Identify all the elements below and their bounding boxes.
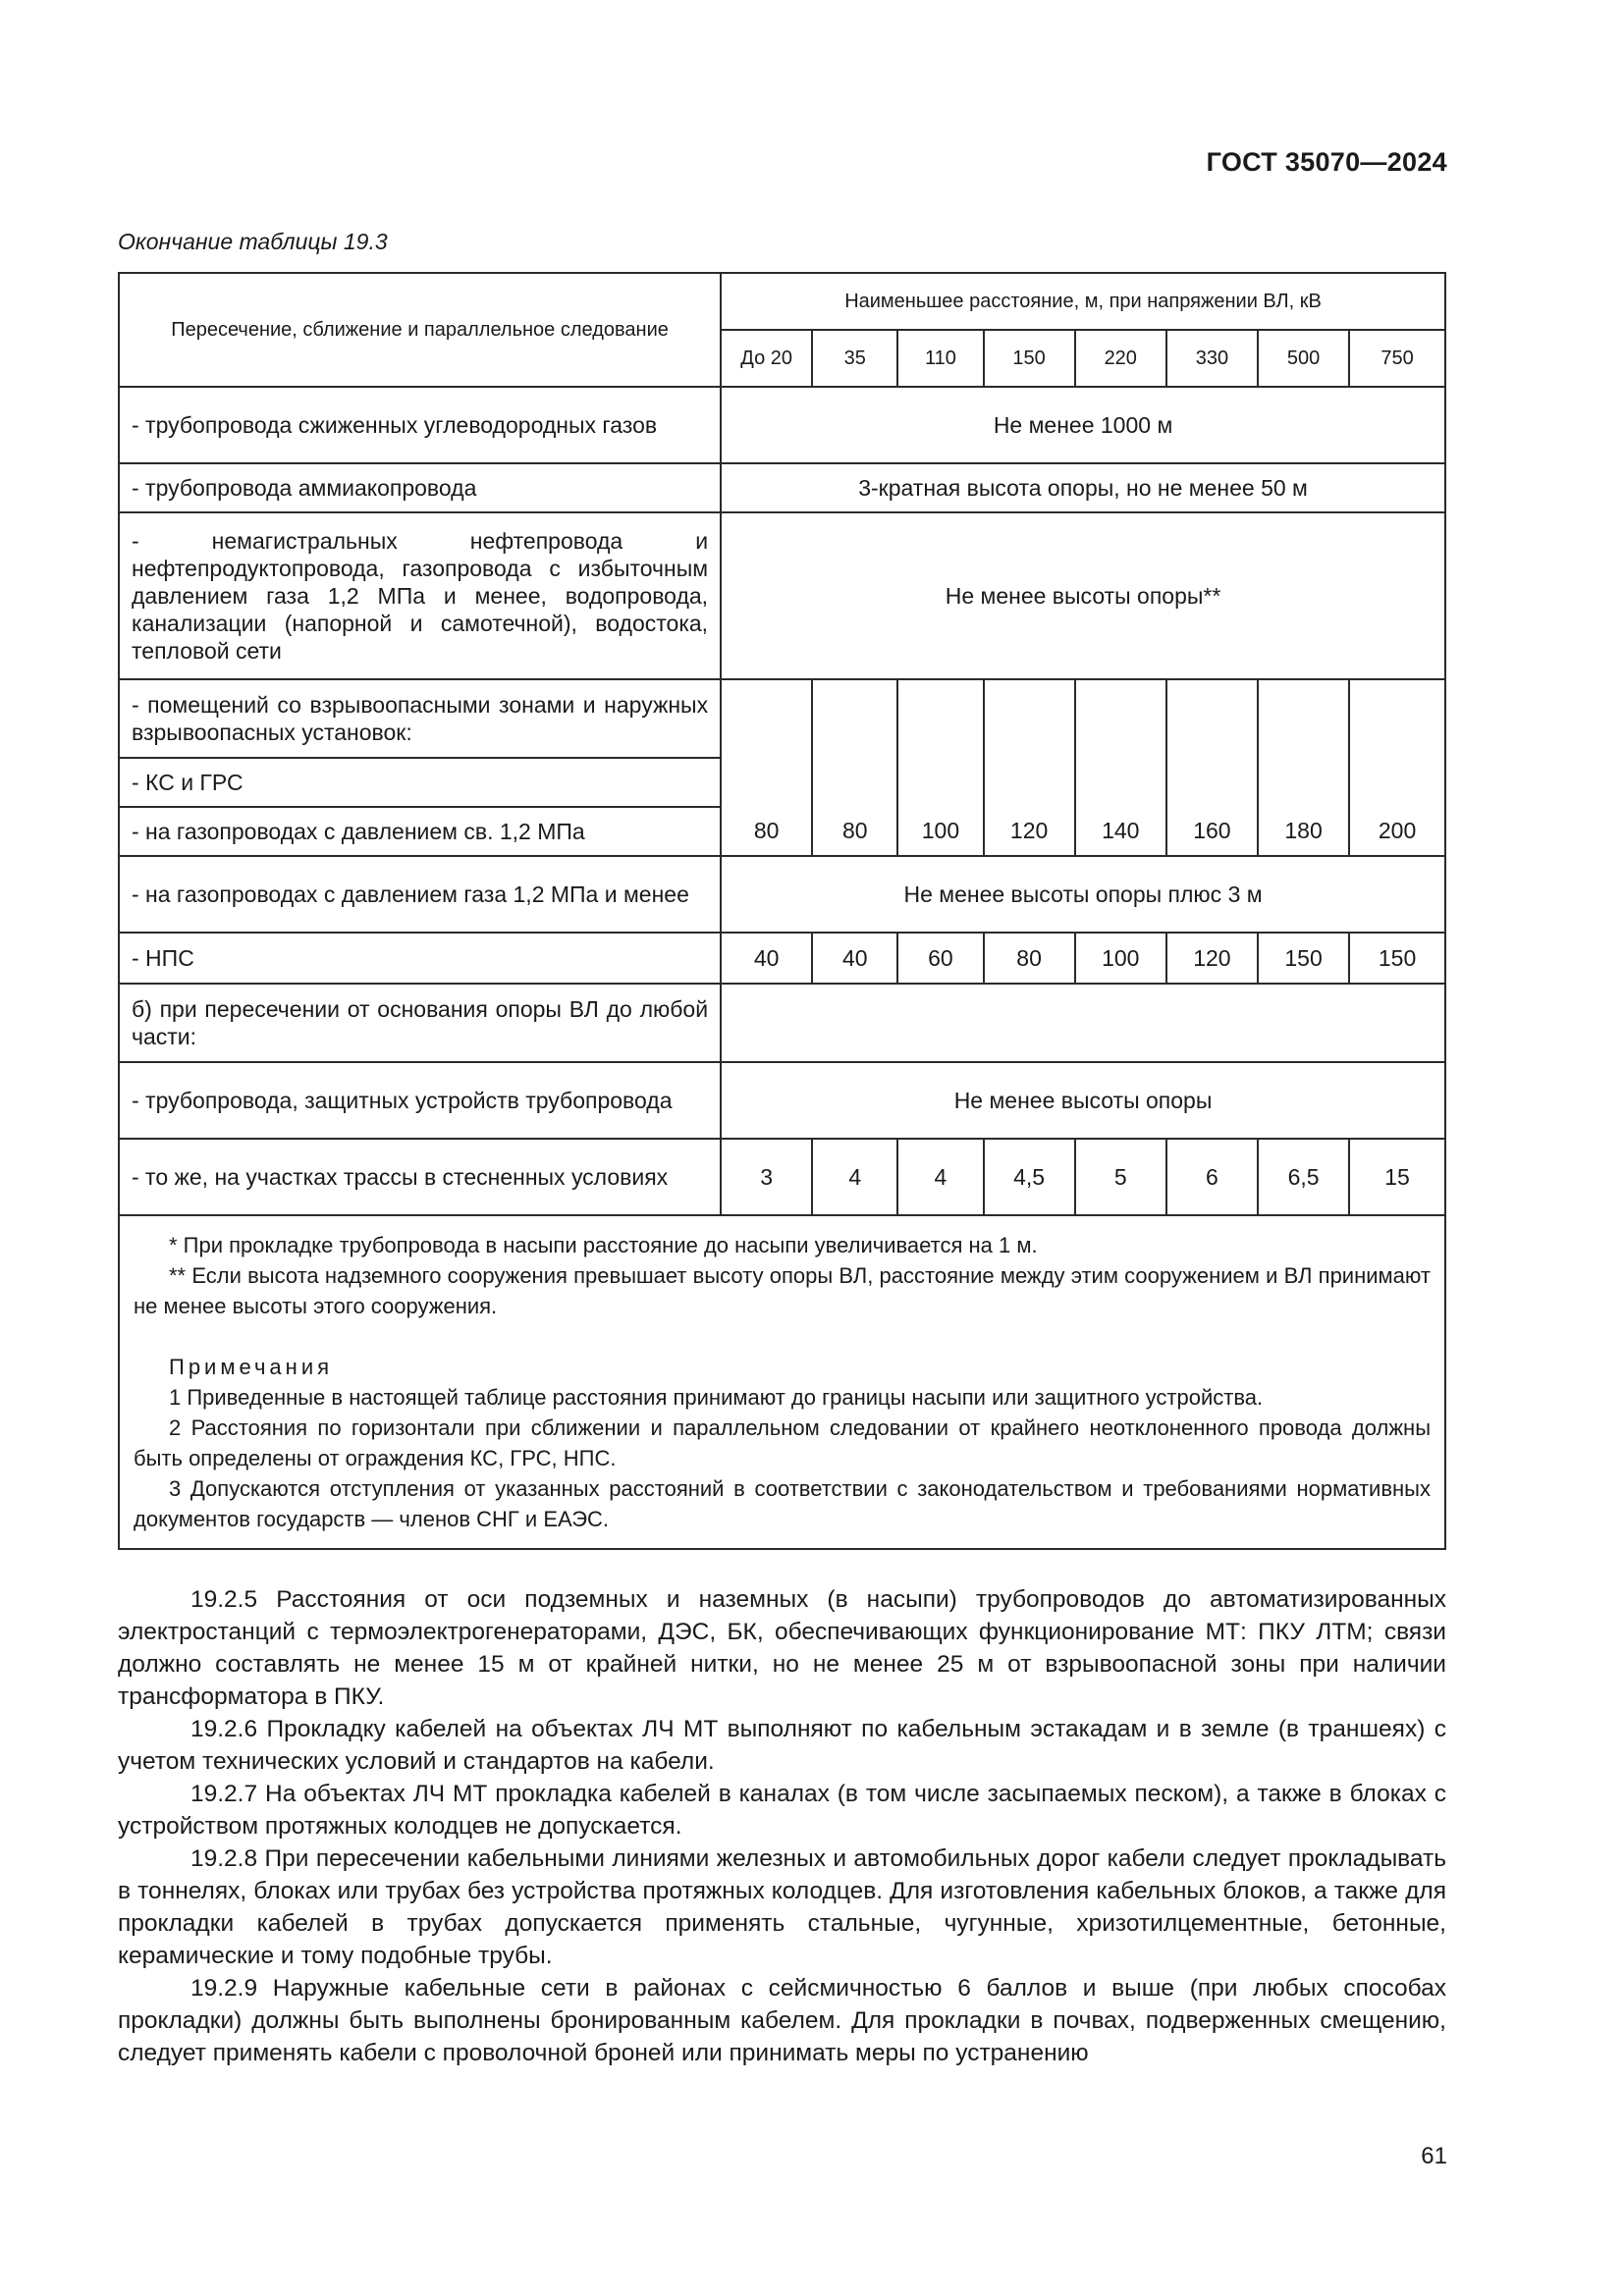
paragraph: 19.2.6 Прокладку кабелей на объектах ЛЧ МТ выполняют по кабельным эстакадам и в земле (в траншеях) с учетом технических условий и стандартов на кабели. <box>118 1716 1446 1775</box>
voltage-header-cell: 110 <box>897 330 983 387</box>
empty-cell <box>812 758 897 807</box>
footnote: ** Если высота надземного сооружения превышает высоту опоры ВЛ, расстояние между этим сооружением и ВЛ принимают не менее высоты этого сооружения. <box>134 1263 1431 1318</box>
empty-cell <box>1349 758 1445 807</box>
value-cell: 200 <box>1349 807 1445 856</box>
empty-cell <box>1166 679 1258 758</box>
value-cell: 4 <box>897 1139 983 1215</box>
value-cell: 150 <box>1258 933 1349 984</box>
footnote: * При прокладке трубопровода в насыпи расстояние до насыпи увеличивается на 1 м. <box>169 1233 1038 1257</box>
value-cell: 5 <box>1075 1139 1166 1215</box>
value-cell: 180 <box>1258 807 1349 856</box>
table-row <box>119 512 1445 679</box>
row-label: - КС и ГРС <box>119 758 721 807</box>
value-cell: 4,5 <box>984 1139 1075 1215</box>
row-label: - на газопроводах с давлением св. 1,2 МПа <box>119 807 721 856</box>
paragraph: 19.2.8 При пересечении кабельными линиями железных и автомобильных дорог кабели следует прокладывать в тоннелях, блоках или трубах без устройства протяжных колодцев. Для изготовления кабельных блоков, а также для прокладки кабелей в трубах допускается применять стальные, чугунные, хризотилцементные, бетонные, керамические и тому подобные трубы. <box>118 1845 1446 1969</box>
empty-cell <box>897 679 983 758</box>
row-value-merged: Не менее 1000 м <box>721 387 1445 463</box>
row-label: - трубопровода сжиженных углеводородных газов <box>119 387 721 463</box>
table-row <box>119 1139 1445 1215</box>
value-cell: 120 <box>1166 933 1258 984</box>
voltage-header-cell: 35 <box>812 330 897 387</box>
document-header: ГОСТ 35070—2024 <box>1206 147 1447 177</box>
row-label: б) при пересечении от основания опоры ВЛ до любой части: <box>119 984 721 1062</box>
value-cell: 120 <box>984 807 1075 856</box>
row-value-merged: Не менее высоты опоры** <box>721 512 1445 679</box>
table-caption: Окончание таблицы 19.3 <box>118 229 388 254</box>
empty-cell <box>1258 679 1349 758</box>
row-label: - немагистральных нефтепровода и нефтепродуктопровода, газопровода с избыточным давлением газа 1,2 МПа и менее, водопровода, канализации (напорной и самотечной), водостока, тепловой сети <box>119 512 721 679</box>
table-notes-cell <box>119 1215 1445 1549</box>
body-text <box>118 1583 1446 2069</box>
notes-heading: Примечания <box>169 1355 334 1379</box>
empty-merged-cell <box>721 984 1445 1062</box>
empty-cell <box>984 758 1075 807</box>
table-notes-row <box>119 1215 1445 1549</box>
note-item: 1 Приведенные в настоящей таблице расстояния принимают до границы насыпи или защитного устройства. <box>169 1385 1264 1410</box>
voltage-header-cell: 330 <box>1166 330 1258 387</box>
empty-cell <box>1258 758 1349 807</box>
table-row <box>119 807 1445 856</box>
page-number: 61 <box>1421 2143 1447 2169</box>
table-row <box>119 984 1445 1062</box>
value-cell: 3 <box>721 1139 812 1215</box>
row-label: - на газопроводах с давлением газа 1,2 МПа и менее <box>119 856 721 933</box>
row-value-merged: Не менее высоты опоры <box>721 1062 1445 1139</box>
distance-table <box>118 272 1446 1550</box>
table-header-row <box>119 273 1445 330</box>
voltage-header-cell: До 20 <box>721 330 812 387</box>
value-cell: 6,5 <box>1258 1139 1349 1215</box>
note-item: 2 Расстояния по горизонтали при сближении и параллельном следовании от крайнего неотклоненного провода должны быть определены от ограждения КС, ГРС, НПС. <box>134 1415 1431 1470</box>
row-value-merged: 3-кратная высота опоры, но не менее 50 м <box>721 463 1445 512</box>
row-label: - НПС <box>119 933 721 984</box>
table-row <box>119 679 1445 758</box>
value-cell: 15 <box>1349 1139 1445 1215</box>
value-cell: 140 <box>1075 807 1166 856</box>
paragraph: 19.2.5 Расстояния от оси подземных и наземных (в насыпи) трубопроводов до автоматизированных электростанций с термоэлектрогенераторами, ДЭС, БК, обеспечивающих функционирование МТ: ПКУ ЛТМ; связи должно составлять не менее 15 м от крайней нитки, но не менее 25 м от взрывоопасной зоны при наличии трансформатора в ПКУ. <box>118 1586 1446 1710</box>
voltage-header-cell: 500 <box>1258 330 1349 387</box>
table-row <box>119 758 1445 807</box>
paragraph: 19.2.9 Наружные кабельные сети в районах с сейсмичностью 6 баллов и выше (при любых способах прокладки) должны быть выполнены бронированным кабелем. Для прокладки в почвах, подверженных смещению, следует применять кабели с проволочной броней или принимать меры по устранению <box>118 1975 1446 2066</box>
empty-cell <box>1075 758 1166 807</box>
value-cell: 80 <box>812 807 897 856</box>
value-cell: 60 <box>897 933 983 984</box>
table-row <box>119 856 1445 933</box>
row-label: - трубопровода аммиакопровода <box>119 463 721 512</box>
row-label: - помещений со взрывоопасными зонами и наружных взрывоопасных установок: <box>119 679 721 758</box>
voltage-header-cell: 150 <box>984 330 1075 387</box>
row-label: - то же, на участках трассы в стесненных условиях <box>119 1139 721 1215</box>
row-value-merged: Не менее высоты опоры плюс 3 м <box>721 856 1445 933</box>
voltage-header-cell: 750 <box>1349 330 1445 387</box>
empty-cell <box>812 679 897 758</box>
table-row <box>119 933 1445 984</box>
value-cell: 4 <box>812 1139 897 1215</box>
value-cell: 80 <box>984 933 1075 984</box>
row-label: - трубопровода, защитных устройств трубопровода <box>119 1062 721 1139</box>
empty-cell <box>1075 679 1166 758</box>
column-header-voltage-group: Наименьшее расстояние, м, при напряжении ВЛ, кВ <box>721 273 1445 330</box>
voltage-header-cell: 220 <box>1075 330 1166 387</box>
value-cell: 40 <box>812 933 897 984</box>
table-row <box>119 463 1445 512</box>
table-row <box>119 1062 1445 1139</box>
empty-cell <box>897 758 983 807</box>
value-cell: 100 <box>897 807 983 856</box>
value-cell: 80 <box>721 807 812 856</box>
column-header-crossing: Пересечение, сближение и параллельное следование <box>119 273 721 387</box>
empty-cell <box>721 679 812 758</box>
note-item: 3 Допускаются отступления от указанных расстояний в соответствии с законодательством и требованиями нормативных документов государств — членов СНГ и ЕАЭС. <box>134 1476 1431 1531</box>
empty-cell <box>1166 758 1258 807</box>
value-cell: 150 <box>1349 933 1445 984</box>
empty-cell <box>1349 679 1445 758</box>
paragraph: 19.2.7 На объектах ЛЧ МТ прокладка кабелей в каналах (в том числе засыпаемых песком), а также в блоках с устройством протяжных колодцев не допускается. <box>118 1781 1446 1840</box>
value-cell: 100 <box>1075 933 1166 984</box>
value-cell: 160 <box>1166 807 1258 856</box>
empty-cell <box>721 758 812 807</box>
value-cell: 40 <box>721 933 812 984</box>
empty-cell <box>984 679 1075 758</box>
value-cell: 6 <box>1166 1139 1258 1215</box>
table-row <box>119 387 1445 463</box>
